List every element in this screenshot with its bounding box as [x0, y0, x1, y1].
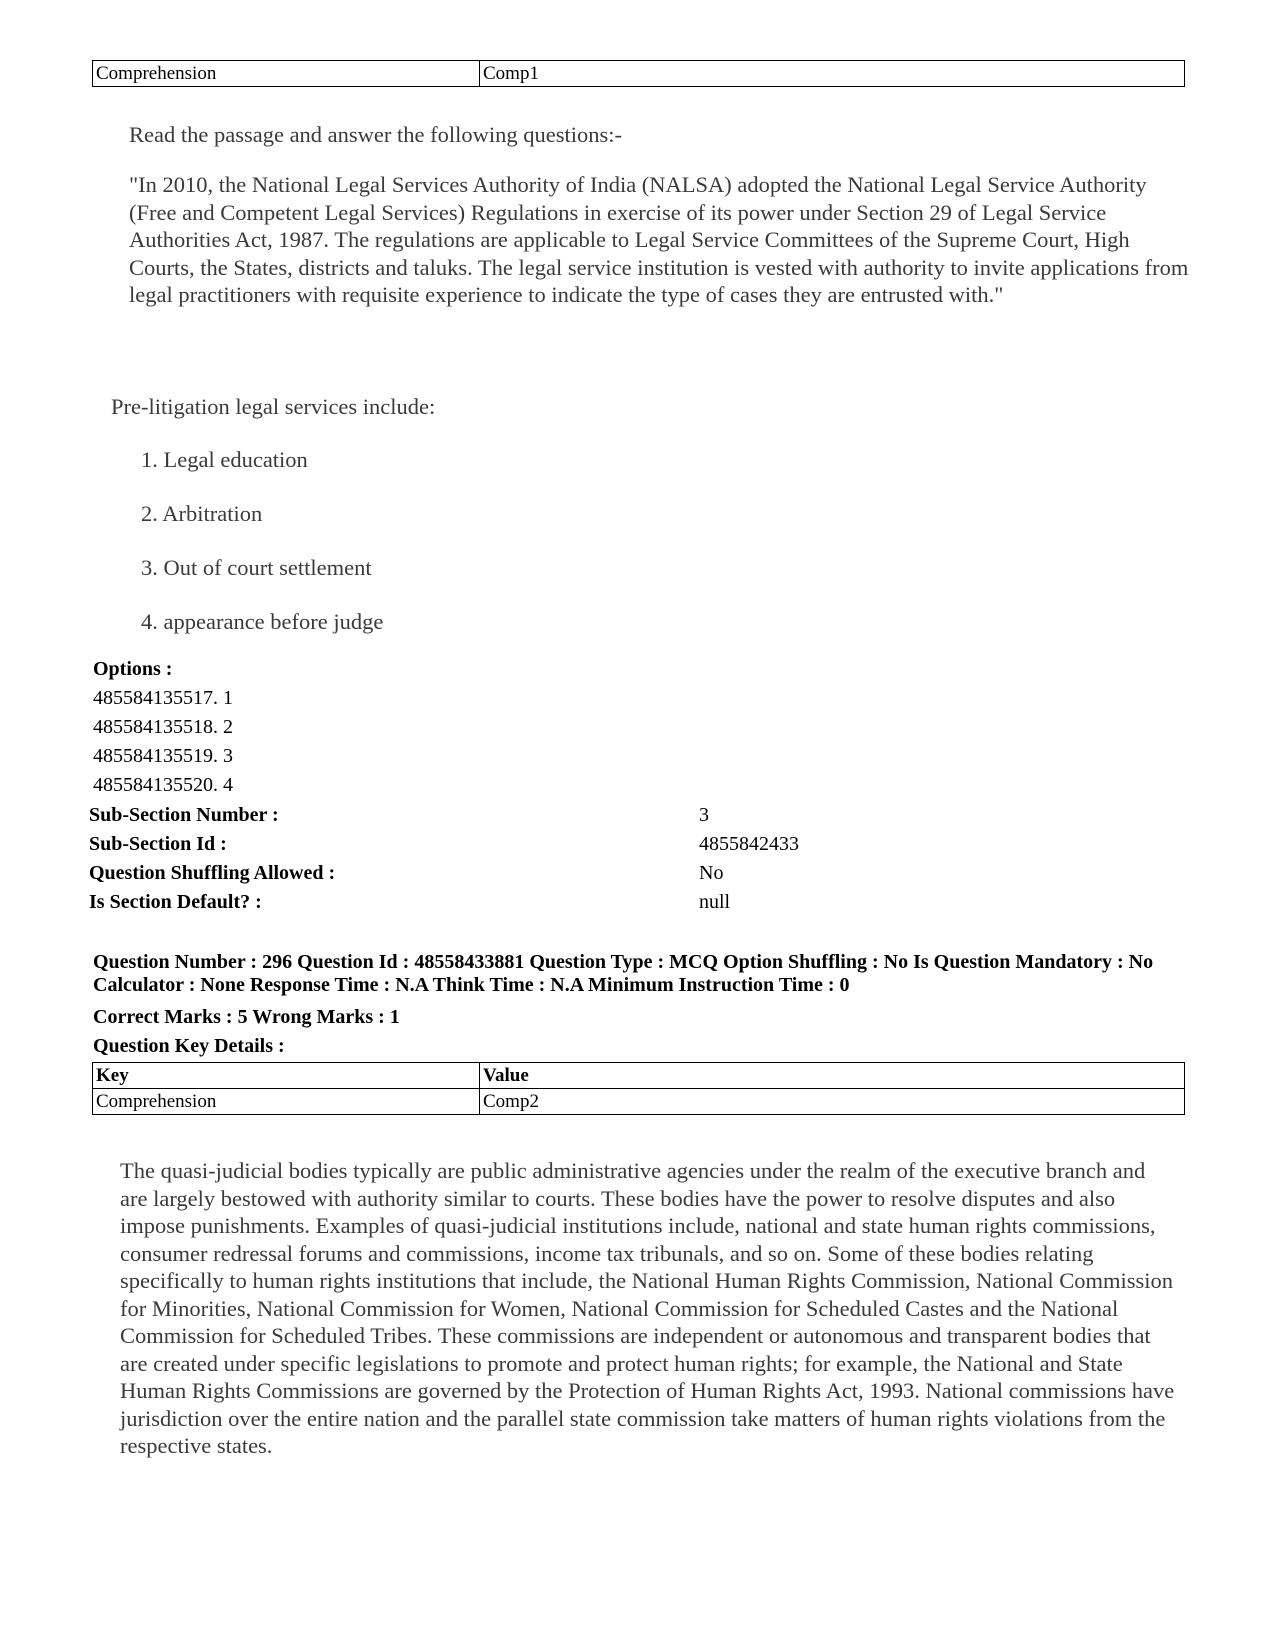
- question-title: Pre-litigation legal services include:: [111, 394, 436, 419]
- question-shuffling-label: Question Shuffling Allowed :: [89, 862, 336, 884]
- table-row: [93, 61, 1185, 87]
- key-cell: Comprehension: [93, 61, 480, 87]
- sub-section-id-label: Sub-Section Id :: [89, 833, 227, 855]
- key-table-top: [92, 60, 1185, 87]
- option-item: 485584135519. 3: [93, 745, 233, 767]
- section-default-value: null: [699, 891, 731, 913]
- question-key-details-label: Question Key Details :: [93, 1035, 285, 1057]
- question-header: Question Number : 296 Question Id : 48558433881 Question Type : MCQ Option Shuffling : No Is Question Mandatory : No Calculator : None Response Time : N.A Think Time : N.A Minimum Instruction Time : 0: [93, 951, 1154, 996]
- passage-nalsa: "In 2010, the National Legal Services Authority of India (NALSA) adopted the National Legal Service Authority (Free and Competent Legal Services) Regulations in exercise of its power under Section 29 of Legal Service Authorities Act, 1987. The regulations are applicable to Legal Service Committees of the Supreme Court, High Courts, the States, districts and taluks. The legal service institution is vested with authority to invite applications from legal practitioners with requisite experience to indicate the type of cases they are entrusted with.": [129, 172, 1189, 307]
- column-header-value: Value: [480, 1063, 1185, 1089]
- value-cell: Comp2: [480, 1089, 1185, 1115]
- question-shuffling-value: No: [699, 862, 724, 884]
- passage-quasi-judicial: The quasi-judicial bodies typically are public administrative agencies under the realm of the executive branch and are largely bestowed with authority similar to courts. These bodies have the power to resolve disputes and also impose punishments. Examples of quasi-judicial institutions include, national and state human rights commissions, consumer redressal forums and commissions, income tax tribunals, and so on. Some of these bodies relating specifically to human rights institutions that include, the National Human Rights Commission, National Commission for Minorities, National Commission for Women, National Commission for Scheduled Castes and the National Commission for Scheduled Tribes. These commissions are independent or autonomous and transparent bodies that are created under specific legislations to promote and protect human rights; for example, the National and State Human Rights Commissions are governed by the Protection of Human Rights Act, 1993. National commissions have jurisdiction over the entire nation and the parallel state commission take matters of human rights violations from the respective states.: [120, 1158, 1175, 1458]
- question-key-table: [92, 1062, 1185, 1115]
- options-label: Options :: [93, 658, 173, 680]
- question-marks: Correct Marks : 5 Wrong Marks : 1: [93, 1006, 400, 1028]
- table-header-row: [93, 1063, 1185, 1089]
- list-item: 4. appearance before judge: [141, 609, 384, 634]
- list-item: 1. Legal education: [141, 447, 308, 472]
- table-row: [93, 1089, 1185, 1115]
- sub-section-number-label: Sub-Section Number :: [89, 804, 279, 826]
- value-cell: Comp1: [480, 61, 1185, 87]
- option-item: 485584135520. 4: [93, 774, 233, 796]
- column-header-key: Key: [93, 1063, 480, 1089]
- list-item: 3. Out of court settlement: [141, 555, 372, 580]
- passage-instruction: Read the passage and answer the following questions:-: [129, 122, 623, 147]
- option-item: 485584135518. 2: [93, 716, 233, 738]
- list-item: 2. Arbitration: [141, 501, 263, 526]
- option-item: 485584135517. 1: [93, 687, 233, 709]
- sub-section-number-value: 3: [699, 804, 709, 826]
- sub-section-id-value: 4855842433: [699, 833, 799, 855]
- section-default-label: Is Section Default? :: [89, 891, 262, 913]
- key-cell: Comprehension: [93, 1089, 480, 1115]
